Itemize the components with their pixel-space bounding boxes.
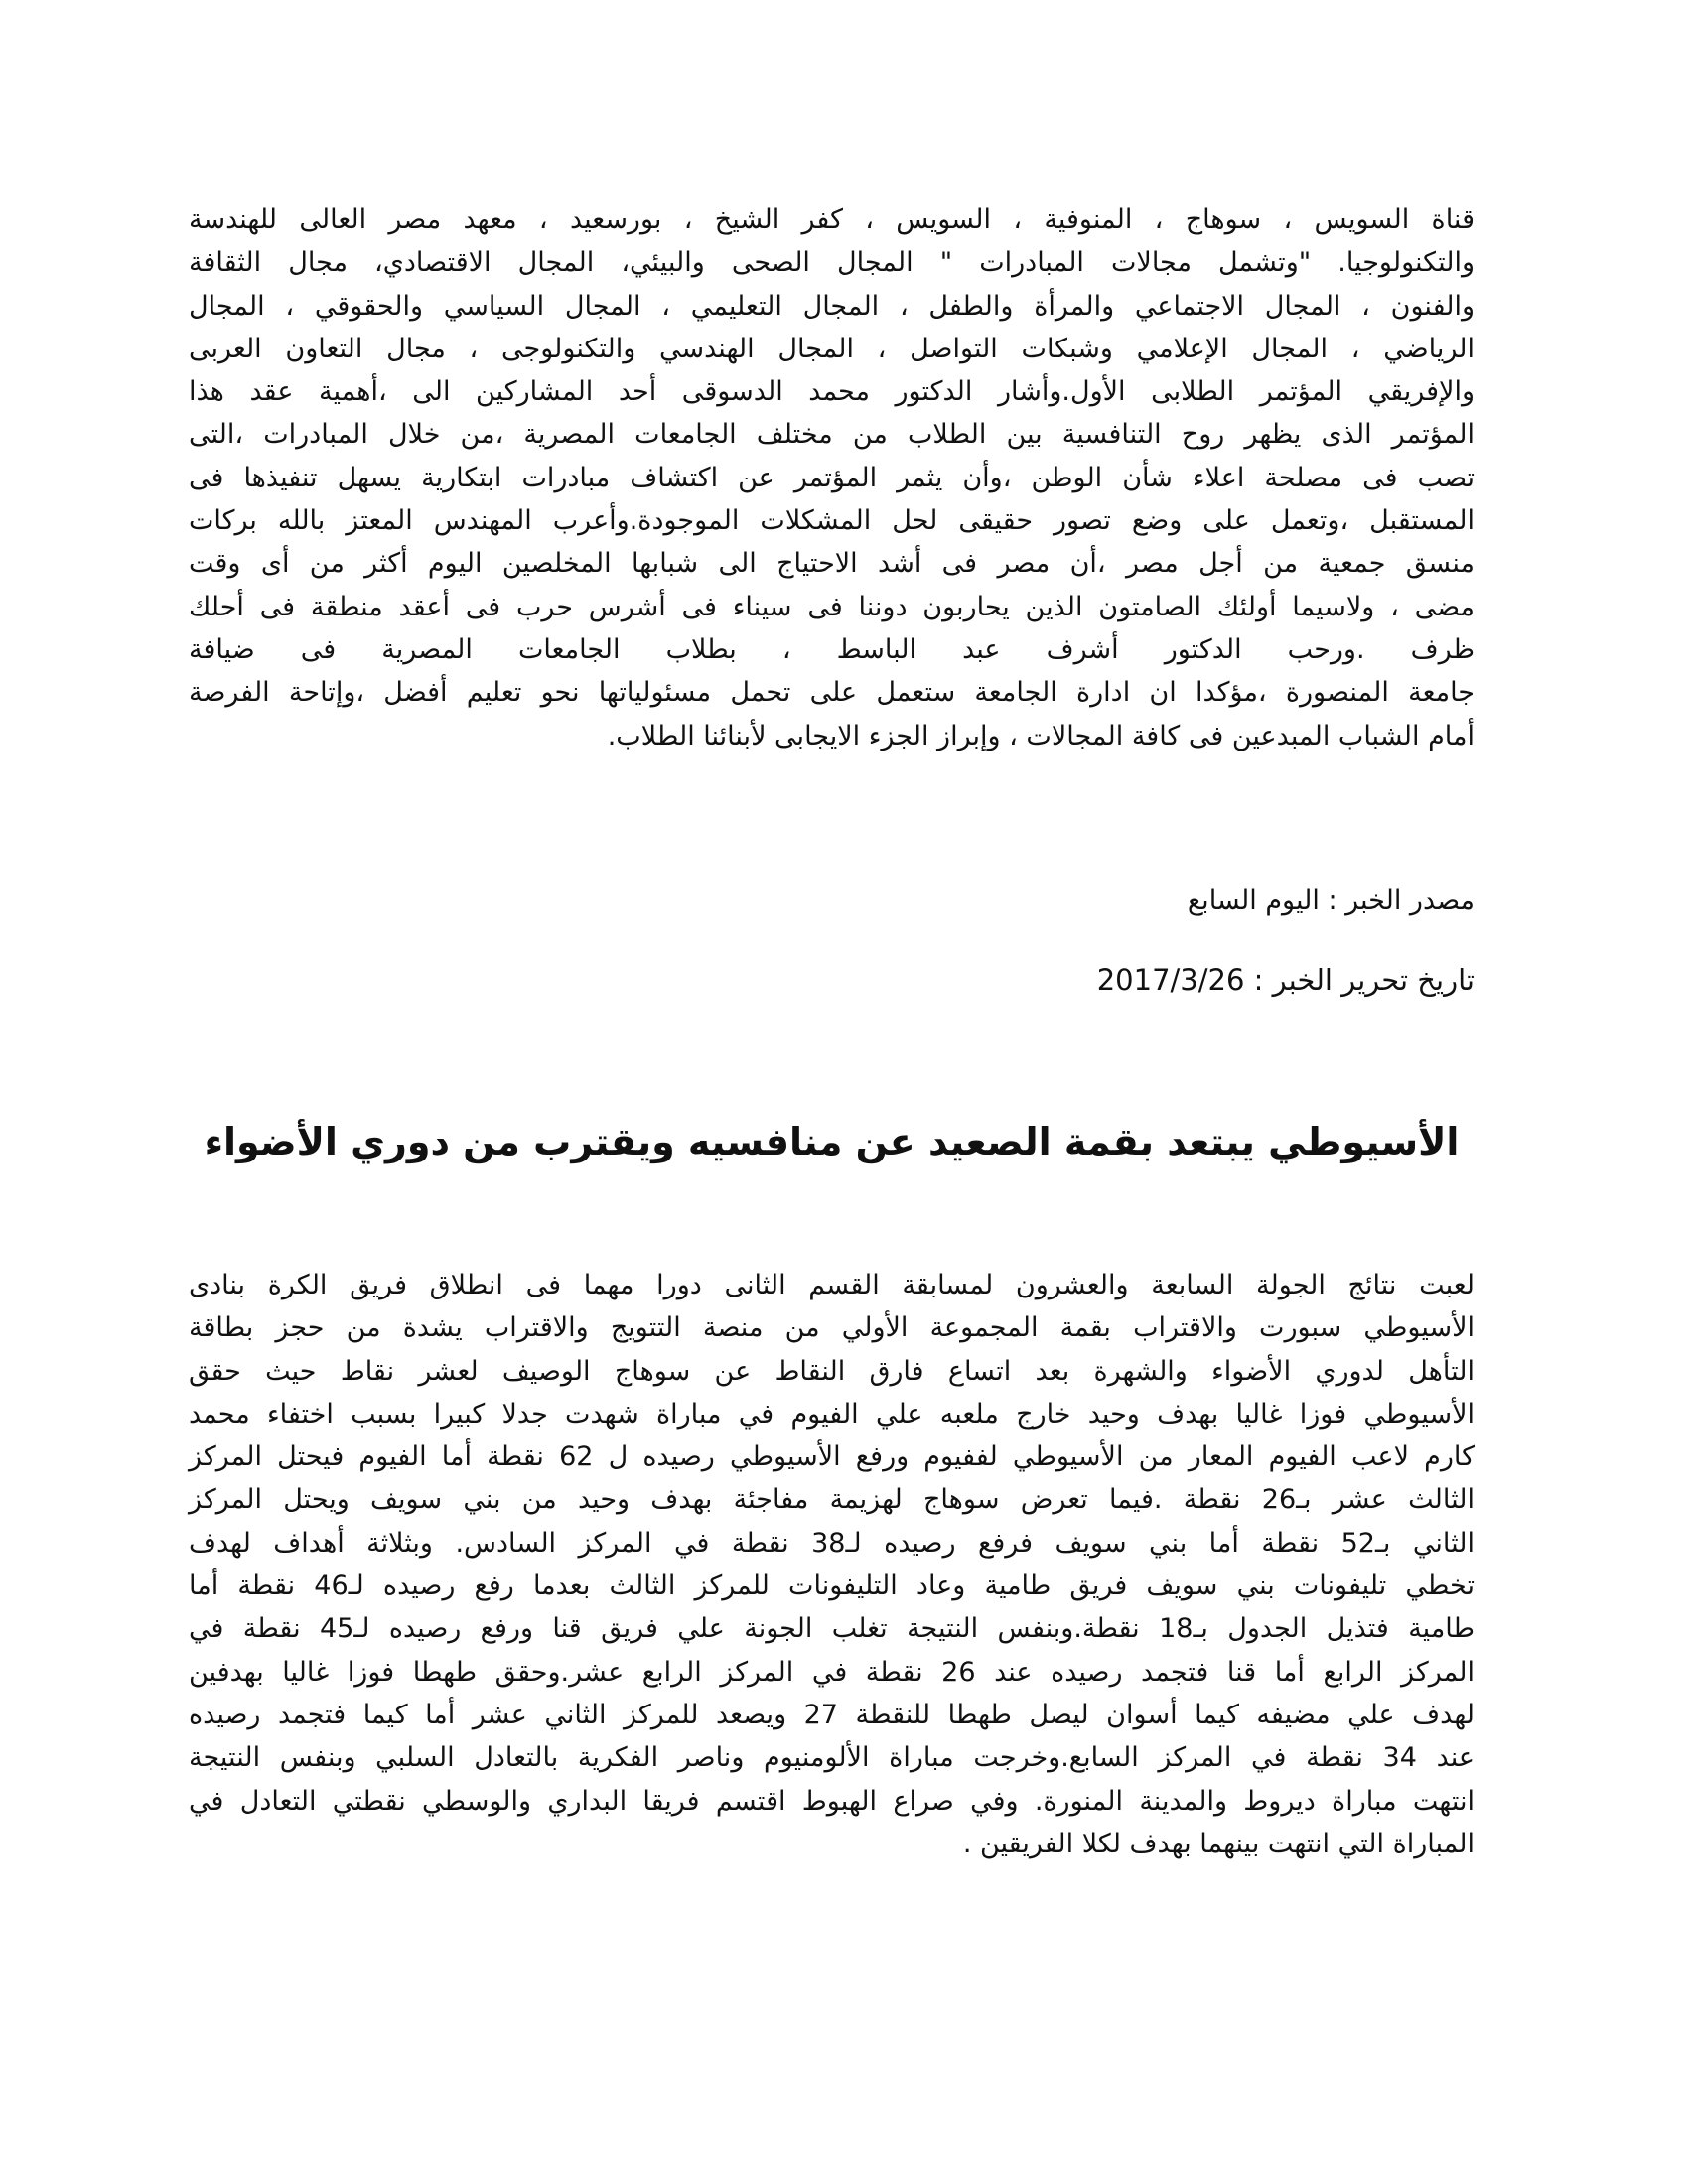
text-line: المؤتمر الذى يظهر روح التنافسية بين الطلاب من مختلف الجامعات المصرية ،من خلال المبادرات ،التى [189,419,1475,451]
text-line: عند 34 نقطة في المركز السابع.وخرجت مباراة الألومنيوم وناصر الفكرية بالتعادل السلبي وبنفس النتيجة [189,1742,1475,1774]
text-line: تصب فى مصلحة اعلاء شأن الوطن ،وأن يثمر المؤتمر عن اكتشاف مبادرات ابتكارية يسهل تنفيذها فى [189,462,1475,493]
text-line: ظرف .ورحب الدكتور أشرف عبد الباسط ، بطلاب الجامعات المصرية فى ضيافة [189,633,1475,665]
text-line: جامعة المنصورة ،مؤكدا ان ادارة الجامعة ستعمل على تحمل مسئولياتها نحو تعليم أفضل ،وإتاحة الفرصة [189,677,1475,709]
text-line: المستقبل ،وتعمل على وضع تصور حقيقى لحل المشكلات الموجودة.وأعرب المهندس المعتز بالله بركات [189,505,1475,537]
text-line: قناة السويس ، سوهاج ، المنوفية ، السويس ، كفر الشيخ ، بورسعيد ، معهد مصر العالى للهندسة [189,205,1475,235]
text-line: منسق جمعية من أجل مصر ،أن مصر فى أشد الاحتياج الى شبابها المخلصين اليوم أكثر من أى وقت [189,548,1475,580]
text-line: المباراة التي انتهت بينهما بهدف لكلا الفريقين . [962,1828,1475,1859]
text-line: والإفريقي المؤتمر الطلابى الأول.وأشار الدكتور محمد الدسوقى أحد المشاركين الى ،أهمية عقد هذا [189,376,1475,408]
text-line: الرياضي ، المجال الإعلامي وشبكات التواصل ، المجال الهندسي والتكنولوجى ، مجال التعاون العربى [189,333,1475,364]
article-2-headline: الأسيوطي يبتعد بقمة الصعيد عن منافسيه ويقترب من دوري الأضواء [204,1120,1460,1163]
text-line: كارم لاعب الفيوم المعار من الأسيوطي لففيوم ورفع الأسيوطي رصيده ل 62 نقطة أما الفيوم فيحتل المركز [189,1441,1475,1473]
text-line: التأهل لدوري الأضواء والشهرة بعد اتساع فارق النقاط عن سوهاج الوصيف لعشر نقاط حيث حقق [189,1355,1475,1387]
news-date: تاريخ تحرير الخبر : 2017/3/26 [1096,963,1475,997]
text-line: والتكنولوجيا. "وتشمل مجالات المبادرات " المجال الصحى والبيئي، المجال الاقتصادي، مجال الثقافة [189,247,1475,279]
text-line: طامية فتذيل الجدول بـ18 نقطة.وبنفس النتيجة تغلب الجونة علي فريق قنا ورفع رصيده لـ45 نقطة في [189,1613,1476,1645]
text-line: الأسيوطي سبورت والاقتراب بقمة المجموعة الأولي من منصة التتويج والاقتراب يشدة من حجز بطاقة [189,1312,1475,1344]
text-line: لعبت نتائج الجولة السابعة والعشرون لمسابقة القسم الثانى دورا مهما فى انطلاق فريق الكرة بنادى [189,1270,1475,1300]
text-line: الأسيوطي فوزا غاليا بهدف وحيد خارج ملعبه علي الفيوم في مباراة شهدت جدلا كبيرا بسبب اختفاء محمد [189,1398,1475,1430]
news-source: مصدر الخبر : اليوم السابع [1187,886,1475,916]
text-line: الثالث عشر بـ26 نقطة .فيما تعرض سوهاج لهزيمة مفاجئة بهدف وحيد من بني سويف ويحتل المركز [189,1484,1475,1516]
article-2-body [189,1264,1475,1865]
article-1-body [189,199,1475,757]
text-line: المركز الرابع أما قنا فتجمد رصيده عند 26 نقطة في المركز الرابع عشر.وحقق طهطا فوزا غاليا بهدفين [189,1656,1475,1688]
text-line: تخطي تليفونات بني سويف فريق طامية وعاد التليفونات للمركز الثالث بعدما رفع رصيده لـ46 نقطة أما [189,1570,1475,1602]
text-line: لهدف علي مضيفه كيما أسوان ليصل طهطا للنقطة 27 ويصعد للمركز الثاني عشر أما كيما فتجمد رصيده [189,1699,1475,1730]
text-line: أمام الشباب المبدعين فى كافة المجالات ، وإبراز الجزء الايجابى لأبنائنا الطلاب. [607,720,1475,751]
text-line: انتهت مباراة ديروط والمدينة المنورة. وفي صراع الهبوط اقتسم فريقا البداري والوسطي نقطتي التعادل في [189,1785,1475,1817]
text-line: مضى ، ولاسيما أولئك الصامتون الذين يحاربون دوننا فى سيناء فى أشرس حرب فى أعقد منطقة فى أحلك [189,591,1475,622]
text-line: الثاني بـ52 نقطة أما بني سويف فرفع رصيده لـ38 نقطة في المركز السادس. وبثلاثة أهداف لهدف [189,1527,1475,1559]
text-line: والفنون ، المجال الاجتماعي والمرأة والطفل ، المجال التعليمي ، المجال السياسي والحقوقي ، المجال [189,290,1475,322]
